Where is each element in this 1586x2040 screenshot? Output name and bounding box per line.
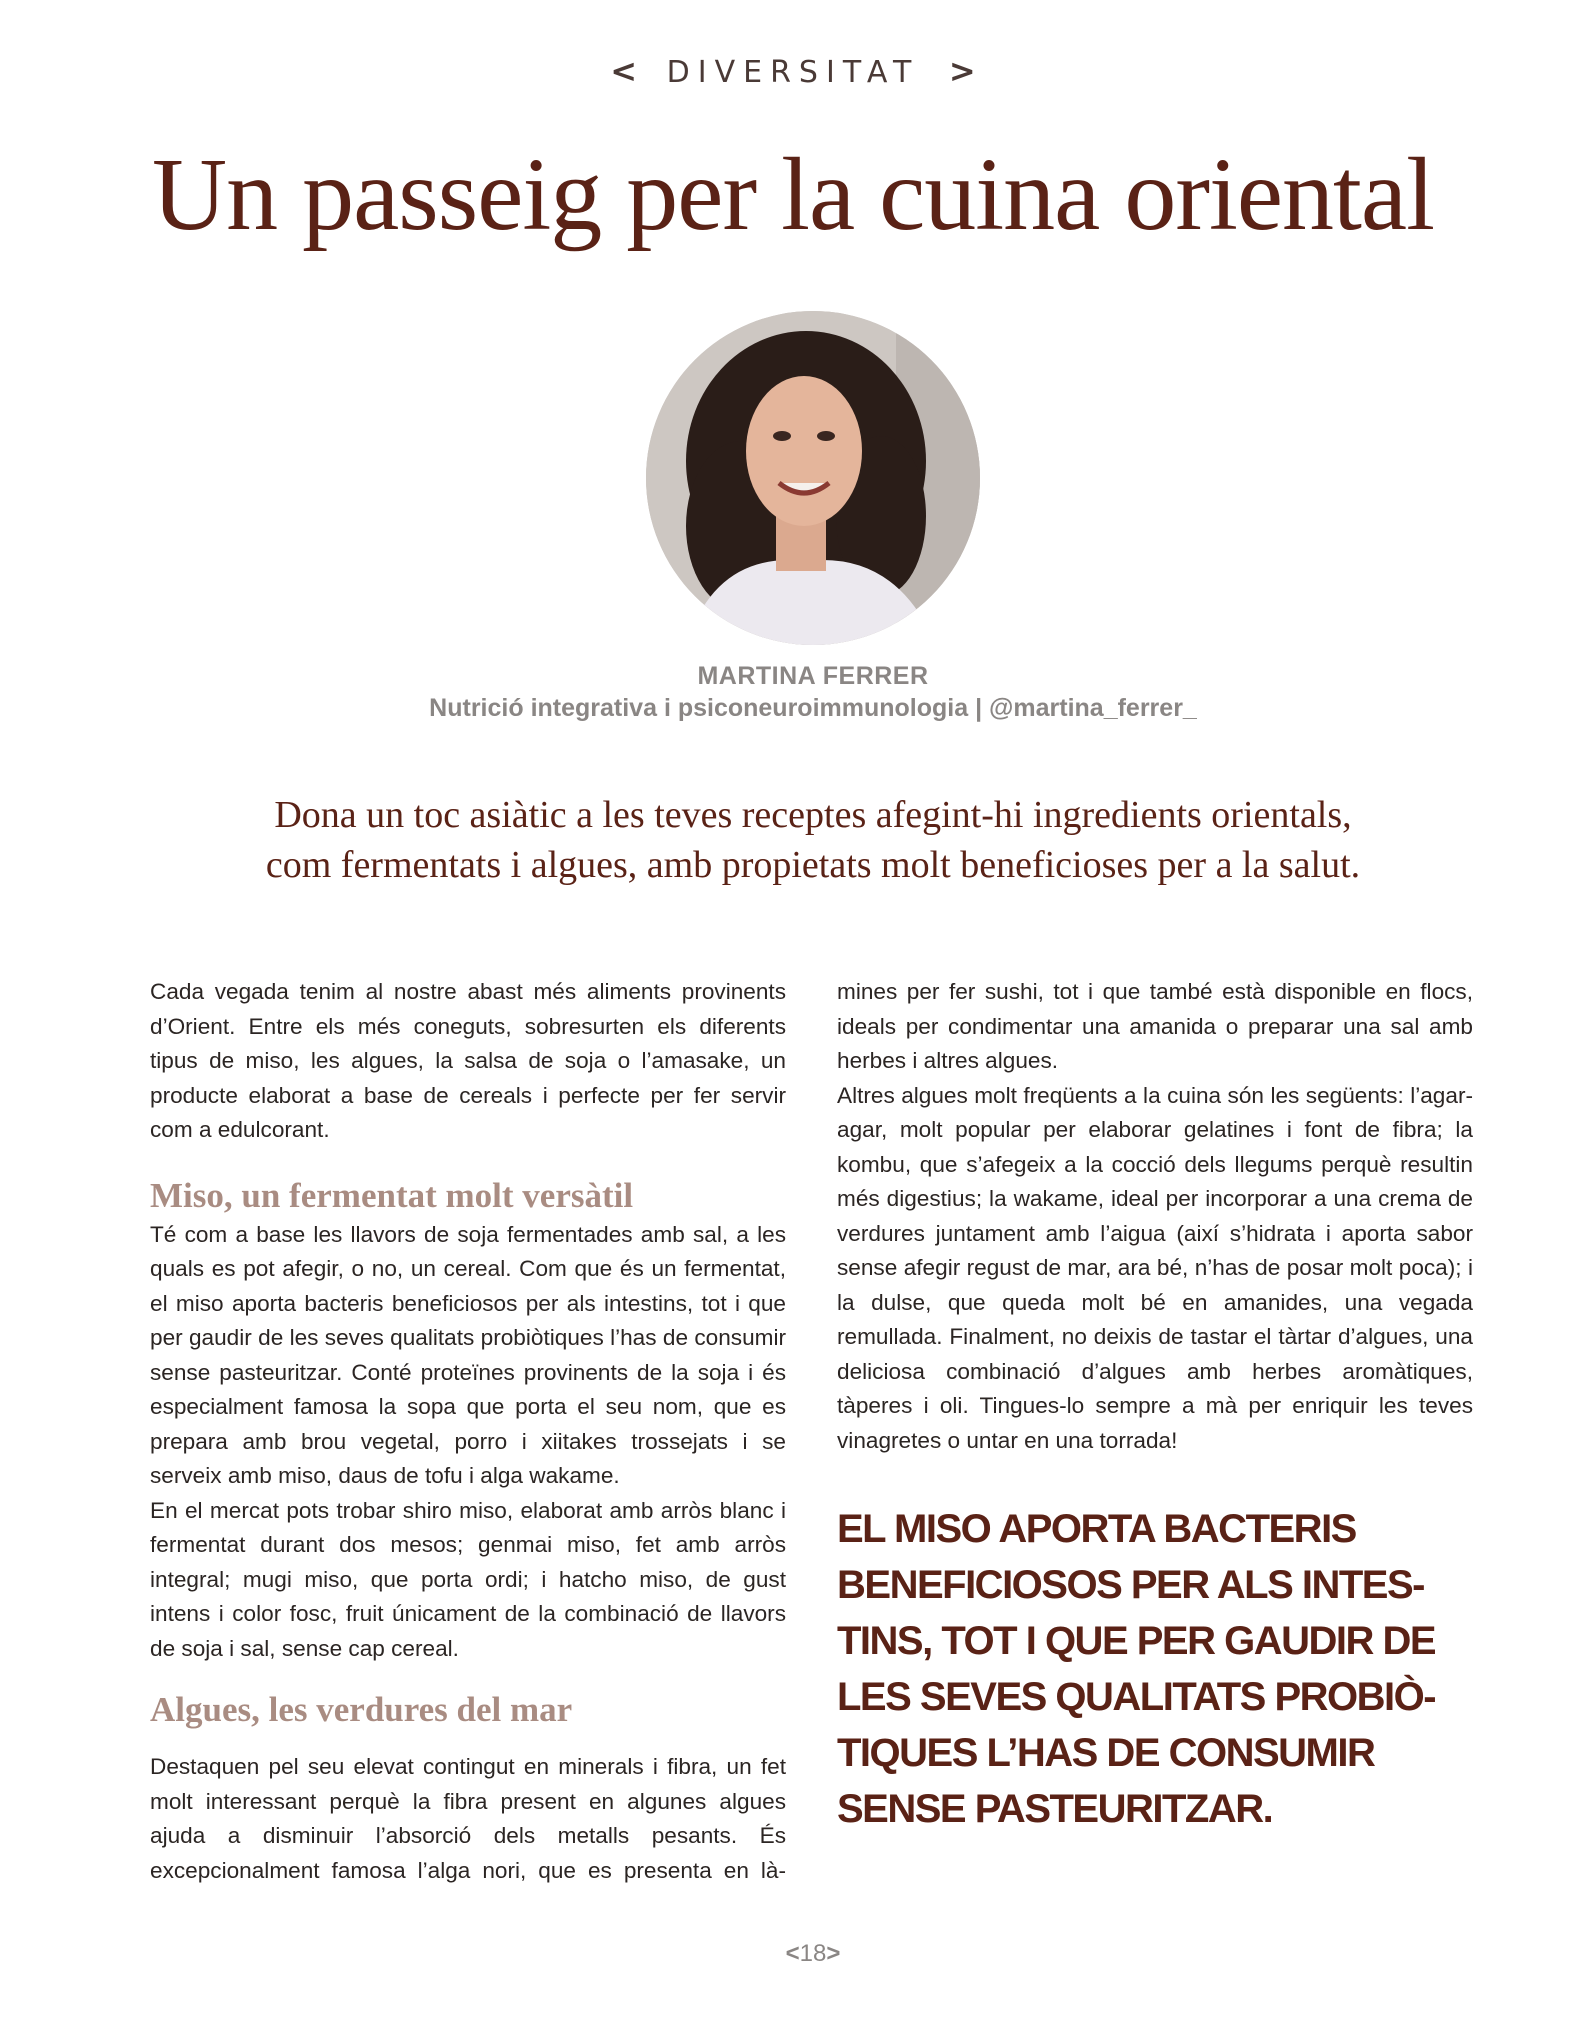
miso-paragraph: En el mercat pots trobar shiro miso, elaborat amb arròs blanc i fermentat durant dos mesos; genmai miso, fet amb arròs integral; mugi miso, que porta ordi; i hatcho miso, de gust intens i color fosc, fruit únicament de la combinació de llavors de soja i sal, sense cap cereal. [150,1497,786,1661]
author-photo [646,311,980,645]
page-number [0,1940,1586,1968]
chevron-right-icon: > [948,52,976,90]
algae-paragraph: Destaquen pel seu elevat contingut en minerals i fibra, un fet molt interessant perquè la fibra present en algunes algues ajuda a disminuir l’absorció dels metalls pesants. És excepcionalment famosa l’alga nori, que es presenta en là [150,1754,786,1883]
algae-paragraph: ines per fer sushi, tot i que també està disponible en flocs, ideals per condimentar una amanida o preparar una sal amb herbes i altres algues. [837,979,1473,1073]
body-column-left [150,975,786,1732]
chevron-left-icon: < [785,1940,800,1967]
miso-paragraph: Té com a base les llavors de soja fermentades amb sal, a les quals es pot afegir, o no, un cereal. Com que és un fermentat, el miso aporta bacteris beneficiosos per als intestins, tot i que per gaudir de les seves qualitats probiòtiques l’has de consumir sense pasteuritzar. Conté proteïnes provinents de la soja i és especialment famosa la sopa que porta el seu nom, que es prepara amb brou vegetal, porro i xiitakes trossejats i se serveix amb miso, daus de tofu i alga wakame. [150,1221,786,1488]
section-label [0,52,1586,90]
intro-paragraph: Cada vegada tenim al nostre abast més aliments provinents d’Orient. Entre els més coneguts, sobresurten els diferents tipus de miso, les algues, la salsa de soja o l’amasake, un producte elaborat a base de cereals i perfecte per fer servir com a edulcorant. [150,979,786,1142]
algae-paragraph: Altres algues molt freqüents a la cuina són les següents: l’agar-agar, molt popular per elaborar gelatines i font de fibra; la kombu, que s’afegeix a la cocció dels llegums perquè resultin més digestius; la wakame, ideal per incorporar a una crema de verdures juntament amb l’aigua (així s’hidrata i aporta sabor sense afegir regust de mar, ara bé, n’has de posar molt poca); i la dulse, que queda molt bé en amanides, una vegada remullada. Finalment, no deixis de tastar el tàrtar d’algues, una deliciosa combinació d’algues amb herbes aromàtiques, tàperes i oli. Tingues-lo sempre a mà per enriquir les teves vinagretes o untar en una torrada! [837,1082,1473,1453]
algae-flow-left [150,1750,786,1888]
chevron-right-icon: > [826,1940,841,1967]
author-portrait-image [646,311,980,645]
lead-line: Dona un toc asiàtic a les teves receptes afegint-hi ingredients orientals, [274,794,1352,836]
algae-flow-right [837,975,1473,1481]
miso-heading: Miso, un fermentat molt versàtil [150,1175,634,1215]
chevron-left-icon: < [610,52,638,90]
author-role: Nutrició integrativa i psiconeuroimmunologia | @martina_ferrer_ [429,694,1197,722]
section-name: DIVERSITAT [666,55,920,90]
page-title: Un passeig per la cuina oriental [152,137,1434,252]
pull-quote: EL MISO APORTA BACTERIS BENEFICIOSOS PER ALS INTESTINS, TOT I QUE PER GAUDIR DE LES SEVES QUALITATS PROBIÒTIQUES L’HAS DE CONSUMIR SENSE PASTEURITZAR. [837,1507,1437,1831]
author-name: MARTINA FERRER [697,662,929,690]
lead-line: com fermentats i algues, amb propietats molt beneficioses per a la salut. [265,844,1361,886]
page-number-value: 18 [799,1940,827,1967]
algae-heading: Algues, les verdures del mar [150,1690,573,1729]
lead-paragraph [0,790,1586,890]
